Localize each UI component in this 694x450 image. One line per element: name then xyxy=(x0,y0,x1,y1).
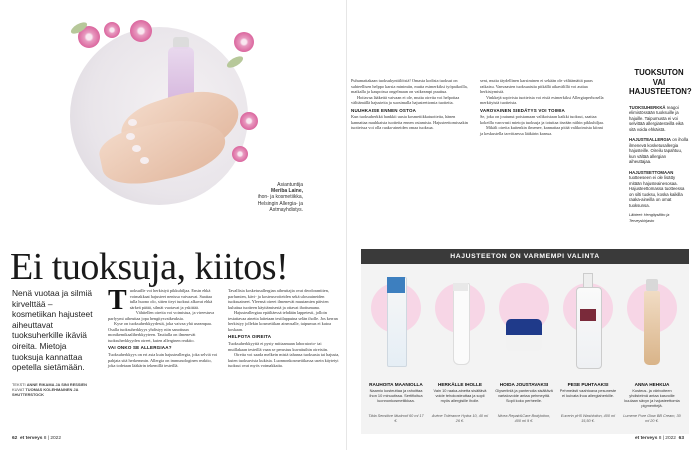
body-column-1: T uoksuille voi herkistyä pikkuhiljaa. Ensin ehkä voimakkaat hajusteet nenissa vaivaavat. Saattaa tulla huono olo, sitten tieyt tuoksut alkavat ehkä särkeä päätä, silmät vuotavat ja yskittää. Vähitellen oireita voi voimistua, ja vireestuva parfyymi aiheuttaa jopa hengitysvaikeuksia. Kyse on tuoksuherkkyydestä, joka vaivaa yhä useampaa. Osalla tuoksuherkkyys yhdistyy niin sanottuun monikemikaaliherkkyyteen. Tautialla on ilmenevät tuoksuherkkyyden oireet, kuten allerginen reaktio. VAI ONKO SE ALLERGIAA? Tuoksuherkkyys on eri asia kuin hajusteallergia, joka selviä voi pahjata sitä herkemmin. Allergia on immunologinen reaktio, joka todetaan lääkärin tekemillä testeillä. xyxy=(108,288,220,428)
bottle-icon xyxy=(576,287,602,369)
sidebar-entry: HAJUSTEALLERGIA on iholla ilmenevä kosketusallergia hajusteille. Oireilu tapahtuu, kun vältää allergian aiheuttajaa. xyxy=(629,137,689,165)
flower-icon xyxy=(104,22,120,38)
subheading: VAI ONKO SE ALLERGIAA? xyxy=(108,345,172,351)
flower-icon xyxy=(232,146,248,162)
page-headline: Ei tuoksuja, kiitos! xyxy=(10,246,289,288)
sidebar-entry: HAJUSTEETTOMAAN tuotteeseen ei ole lisätty mitään hajusteainesosaa. Hajusteettomassa tuotteessa on silti tuoksu, koska kaikilla raaka-aineilla on omat tuoksunsa. xyxy=(629,169,685,208)
sidebar-entry: TUOKSUHERKKÄ reagoi elimistössään tuoksuille ja hajuille. Taipumusta ei voi selvittää allergiatesteillä eikä sitä voida ehkäistä. xyxy=(629,104,684,132)
sidebar-title: TUOKSUTON VAI HAJUSTEETON? xyxy=(629,68,692,97)
body-column-4: sent, mutta täydellinen karsiminen ei sekään ole välttämättä paras ratkaisu. Vanvaasten tuoksuaistia pitkällä aikavälillä voi auttaa herkistymistä. Vinkkejä sopivista tuotteista voi etsiä esimerkiksi Allergiaperhosella merkityistä tuotteista. VAROVAINEN SIEDÄTYS VOI TOIMIA Se, joka on joutunut poistamaan valikoistaan kaikki tuoksut, saattaa kokeilla varovasti mietoja tuoksuja ja totuttaa itseään niihin pikkuhiljaa. Mikäli oireita kuitenkin ilmenee, kannattaa pitää valikoimista kiinni ja keskustella tarvittaessa lääkärin kanssa. xyxy=(480,78,604,136)
flower-icon xyxy=(240,112,258,130)
tube-icon xyxy=(453,283,470,365)
byline: TEKSTI ANNE RIKAMA JA SINI RESSIEN KUVAT TUOMAS KOLEHMAINEN JA SHUTTERSTOCK xyxy=(12,382,87,398)
photo-caption: Asiantuntija Meriba Laine, ihon- ja kosmetiikka, Helsingin Allergia- ja Astmayhdistys. xyxy=(257,182,303,213)
fingernail xyxy=(132,145,141,152)
product-card: PESE PUHTAAKSI Pehmeästi vaahtoava pesuneste ei kuivata ihoa allergiaherkille. Eucerin pH5 Washlotion, 400 ml 15,50 €. xyxy=(559,269,617,429)
body-column-2: Tavallisia kosketusallergian aiheuttajia ovat deodorantiten, parfumien, kävi- ja kosteusvoiteiden sekä ulosoaineiden tuoksuaineet. Yleensä oireet ilmenevät muutamien päivien kuluttua tuotteen käyttämisestä ja ottavat ihottumana. Hajusteallergiaa epäiltäessä tehdään lappetesti, jolloin testattavaa ainetta laitetaan testilappuina selän iholle. Jos kerran herkistyy jollekin kosmetiikan aineosalle, taipumus ei katoa koskaan. HELPOTA OIREITA Tuoksuherkkyyttä ei pysty mittaamaan laboratorio- tai muillakaan testeillä vaan se perustuu kuvattuihin oireisiin. Oireita voi saada melkein mistä tahansa tuoksusta tai hajusta, kuten tuoksuvista kukista. Luonnonkosmetiikassa usein käytetyt tuoksut ovat myös voimakkaita. xyxy=(228,288,340,369)
page-folio: et terveys 8 | 2022 63 xyxy=(634,436,684,441)
tube-cap-icon xyxy=(387,277,405,293)
subheading: VAROVAINEN SIEDÄTYS VOI TOIMIA xyxy=(480,107,566,113)
subheading: NUUHKAISE ENNEN OSTOA xyxy=(351,107,417,113)
hero-photo xyxy=(70,27,248,205)
fingernail xyxy=(126,133,135,140)
panel-title: HAJUSTEETON ON VARMEMPI VALINTA xyxy=(361,249,689,264)
product-card: ANNA HEHKUA Kosteus- ja värivoiteen yhdistelmä antaa kasvoille kuulaan sävyn ja hajusteettomia pigmenttejä. Lumene Pure Glow BB Cream, 30 ml 20 €. xyxy=(623,269,681,429)
subheading: HELPOTA OIREITA xyxy=(228,334,272,340)
product-panel xyxy=(361,249,689,434)
right-page xyxy=(347,0,694,450)
lead-paragraph: Nenä vuotaa ja silmiä kirvelttää – kosmetiikan hajusteet aiheuttavat tuoksuherkille ikäviä oireita. Mietoja tuoksuja kannattaa opetella sietämään. xyxy=(12,288,93,373)
sidebar-source: Lähteet: Hengitysliitto ja Terveyskirjasto xyxy=(629,213,670,223)
flower-icon xyxy=(234,32,254,52)
product-card: HERKÄLLE IHOLLE Vain 10 raaka-ainetta sisältävä voide tehokosteuttaa ja sopii myös allergisille iholle. Avène Tolérance Hydra 10, 40 ml 26 €. xyxy=(431,269,489,429)
drop-cap: T xyxy=(108,285,127,316)
tube-cap-icon xyxy=(453,283,468,291)
page-folio: 62 et terveys 8 | 2022 xyxy=(12,436,62,441)
fingernail xyxy=(140,157,149,164)
product-card: RAUHOITA MAANIOLLA Naamio kosteuttaa ja rahoittaa ihon 10 minuutissa. Sertifioitua luonnonkosmetiikkaa. Tilda Sensitive Mudroof 60 ml 17 €. xyxy=(367,269,425,429)
tube-cap-icon xyxy=(646,279,658,291)
sidebar-box xyxy=(629,68,692,229)
fingernail xyxy=(128,119,137,126)
tube-icon xyxy=(644,291,660,365)
label-icon xyxy=(580,309,596,321)
product-card: HOIDA JOUSTAVAKSI Glyseriiniä ja pantenolia sisältävä vartalovoide antaa pehmeyttä. Sopii koko perheelle. Nivea Repair&Care Bodylotion, 400 ml 9 €. xyxy=(495,269,553,429)
leaf-icon xyxy=(225,54,245,70)
flower-icon xyxy=(130,20,152,42)
body-column-3: Puhumattakaan tuoksukynttilöistä! Omasta kodista tuoksut on suhteellisen helppo karsia minimiin, mutta esimerkiksi työpaikoilla, matkalla ja kaupoissa ongelmaan on vaikeampi puuttua. Hoitavaa lääkettä vaivaan ei ole, mutta oireita voi helpottaa välttämällä hajusteita ja suosimalla hajusteettomia tuotteita. NUUHKAISE ENNEN OSTOA Kun tuoksuherkkä hankkii uusia kosmetiikkatuotteita, hänen kannattaa nuuhkaista tuotteita ennen ostamista. Hajusteettomissakin tuotteissa voi olla raaka-aineiden omaa tuoksua. xyxy=(351,78,471,246)
jar-base-icon xyxy=(506,335,542,351)
